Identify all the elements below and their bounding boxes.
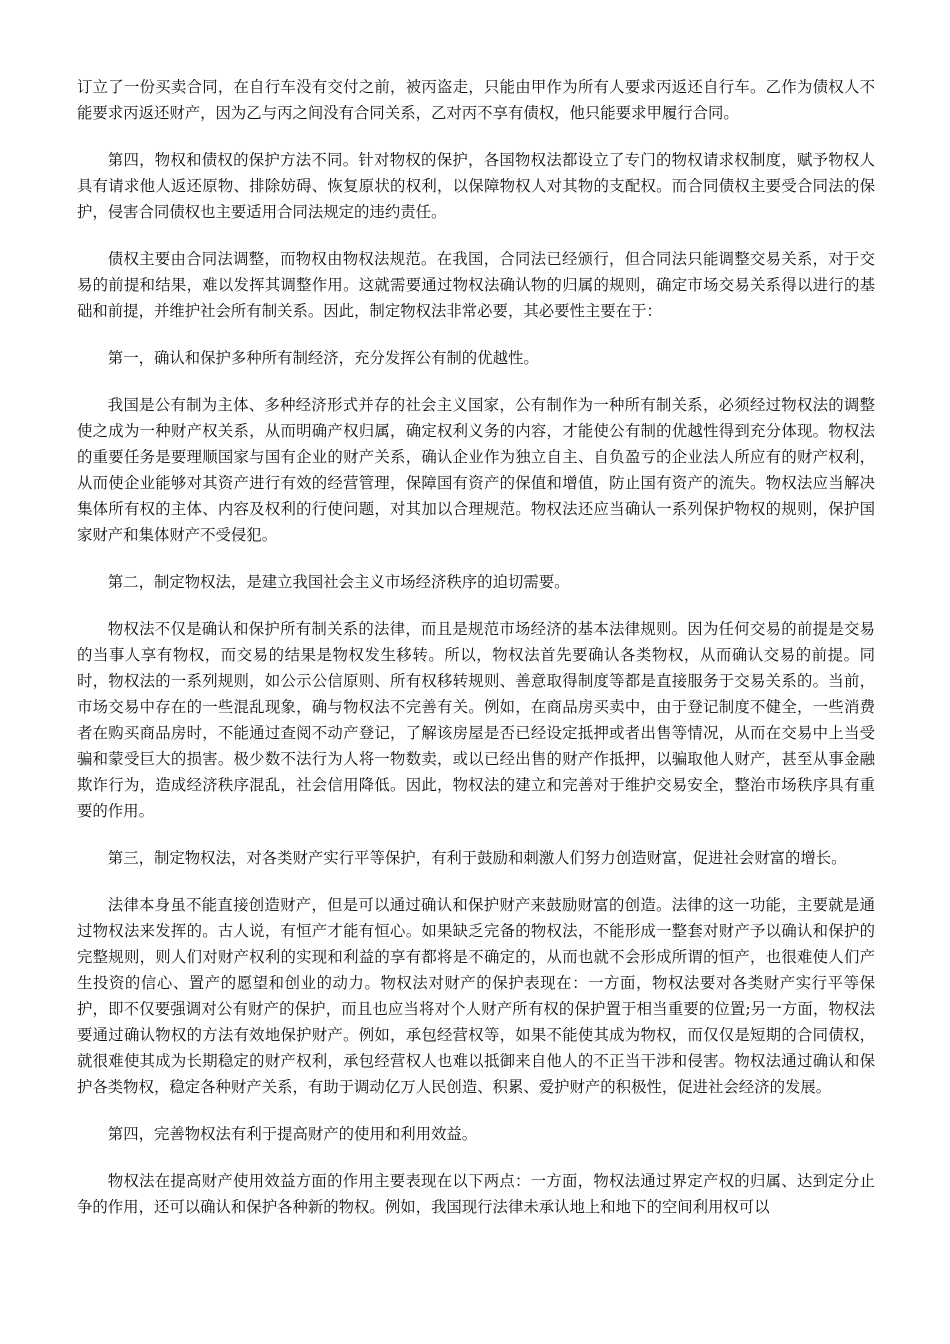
- paragraph-point-one-heading: 第一，确认和保护多种所有制经济，充分发挥公有制的优越性。: [107, 349, 539, 367]
- paragraph-point-one-body: 我国是公有制为主体、多种经济形式并存的社会主义国家，公有制作为一种所有制关系，必须经过物权法的调整使之成为一种财产权关系，从而明确产权归属，确定权利义务的内容，才能使公有制的优越性得到充分体现。物权法的重要任务是要理顺国家与国有企业的财产关系，确认企业作为独立自主、自负盈亏的企业法人所应有的财产权利，从而使企业能够对其资产进行有效的经营管理，保障国有资产的保值和增值，防止国有资产的流失。物权法应当解决集体所有权的主体、内容及权利的行使问题，对其加以合理规范。物权法还应当确认一系列保护物权的规则，保护国家财产和集体财产不受侵犯。: [77, 396, 875, 544]
- document-page: [77, 74, 875, 1241]
- paragraph-point-four-body: 物权法在提高财产使用效益方面的作用主要表现在以下两点：一方面，物权法通过界定产权的归属、达到定分止争的作用，还可以确认和保护各种新的物权。例如，我国现行法律未承认地上和地下的空间利用权可以: [77, 1172, 875, 1216]
- paragraph-contract-example: 订立了一份买卖合同，在自行车没有交付之前，被丙盗走，只能由甲作为所有人要求丙返还自行车。乙作为债权人不能要求丙返还财产，因为乙与丙之间没有合同关系，乙对丙不享有债权，他只能要求甲履行合同。: [77, 78, 875, 122]
- paragraph-point-two-body: 物权法不仅是确认和保护所有制关系的法律，而且是规范市场经济的基本法律规则。因为任何交易的前提是交易的当事人享有物权，而交易的结果是物权发生移转。所以，物权法首先要确认各类物权，从而确认交易的前提。同时，物权法的一系列规则，如公示公信原则、所有权移转规则、善意取得制度等都是直接服务于交易关系的。当前，市场交易中存在的一些混乱现象，确与物权法不完善有关。例如，在商品房买卖中，由于登记制度不健全，一些消费者在购买商品房时，不能通过查阅不动产登记，了解该房屋是否已经设定抵押或者出售等情况，从而在交易中上当受骗和蒙受巨大的损害。极少数不法行为人将一物数卖，或以已经出售的财产作抵押，以骗取他人财产，甚至从事金融欺诈行为，造成经济秩序混乱，社会信用降低。因此，物权法的建立和完善对于维护交易安全，整治市场秩序具有重要的作用。: [77, 620, 875, 820]
- paragraph-point-two-heading: 第二，制定物权法，是建立我国社会主义市场经济秩序的迫切需要。: [107, 573, 570, 591]
- paragraph-point-three-heading: 第三，制定物权法，对各类财产实行平等保护，有利于鼓励和刺激人们努力创造财富，促进社会财富的增长。: [107, 849, 847, 867]
- paragraph-point-four-heading: 第四，完善物权法有利于提高财产的使用和利用效益。: [107, 1125, 478, 1143]
- paragraph-point-three-body: 法律本身虽不能直接创造财产，但是可以通过确认和保护财产来鼓励财富的创造。法律的这一功能，主要就是通过物权法来发挥的。古人说，有恒产才能有恒心。如果缺乏完备的物权法，不能形成一整套对财产予以确认和保护的完整规则，则人们对财产权利的实现和利益的享有都将是不确定的，从而也就不会形成所谓的恒产，也很难使人们产生投资的信心、置产的愿望和创业的动力。物权法对财产的保护表现在：一方面，物权法要对各类财产实行平等保护，即不仅要强调对公有财产的保护，而且也应当将对个人财产所有权的保护置于相当重要的位置;另一方面，物权法要通过确认物权的方法有效地保护财产。例如，承包经营权等，如果不能使其成为物权，而仅仅是短期的合同债权，就很难使其成为长期稳定的财产权利，承包经营权人也难以抵御来自他人的不正当干涉和侵害。物权法通过确认和保护各类物权，稳定各种财产关系，有助于调动亿万人民创造、积累、爱护财产的积极性，促进社会经济的发展。: [77, 896, 875, 1096]
- paragraph-protection-methods: 第四，物权和债权的保护方法不同。针对物权的保护，各国物权法都设立了专门的物权请求权制度，赋予物权人具有请求他人返还原物、排除妨碍、恢复原状的权利，以保障物权人对其物的支配权。而合同债权主要受合同法的保护，侵害合同债权也主要适用合同法规定的违约责任。: [77, 151, 875, 221]
- paragraph-necessity-intro: 债权主要由合同法调整，而物权由物权法规范。在我国，合同法已经颁行，但合同法只能调整交易关系，对于交易的前提和结果，难以发挥其调整作用。这就需要通过物权法确认物的归属的规则，确定市场交易关系得以进行的基础和前提，并维护社会所有制关系。因此，制定物权法非常必要，其必要性主要在于：: [77, 250, 875, 320]
